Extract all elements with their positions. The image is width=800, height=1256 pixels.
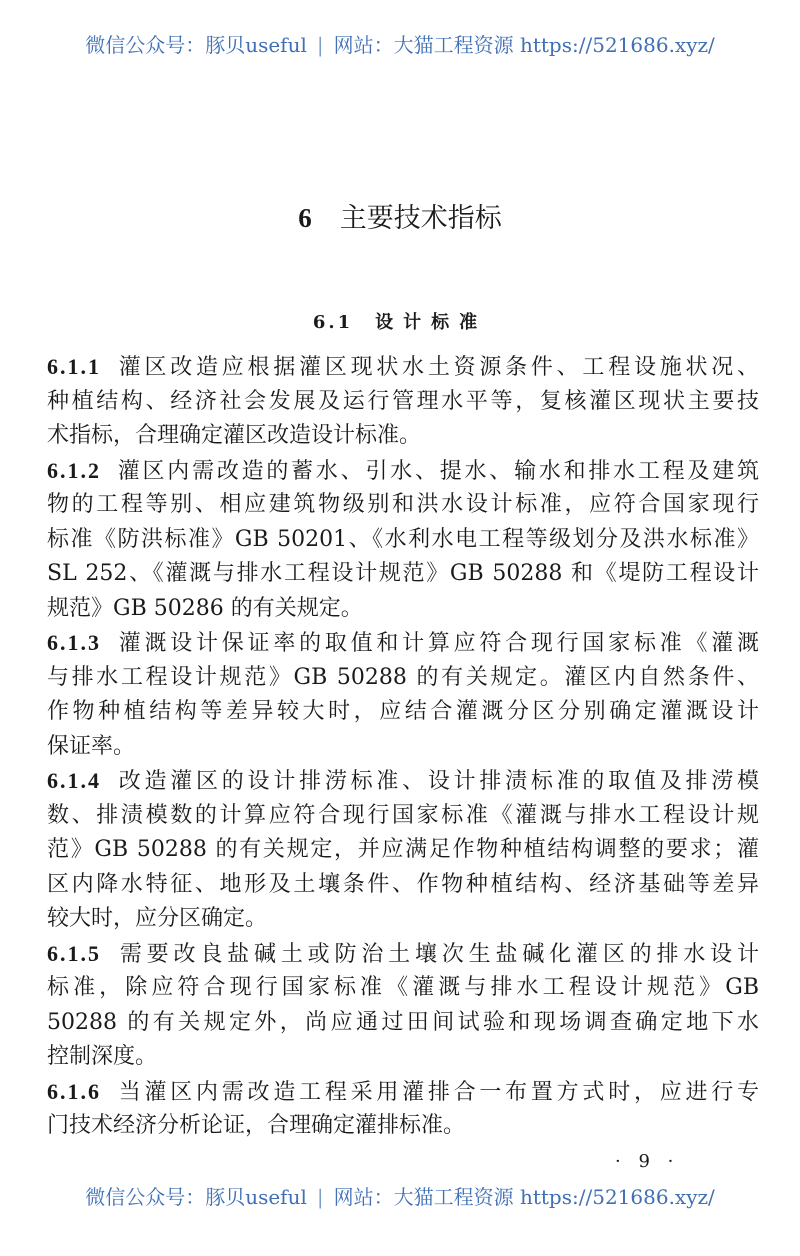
- clause-text: 改造灌区的设计排涝标准、设计排渍标准的取值及排涝模: [115, 769, 759, 794]
- clause-text: 作物种植结构等差异较大时，应结合灌溉分区分别确定灌溉设计: [47, 699, 759, 724]
- clause-text: 50288 的有关规定外，尚应通过田间试验和现场调查确定地下水: [47, 1009, 759, 1035]
- clause-text: 控制深度。: [47, 1044, 158, 1069]
- text-line: [47, 419, 759, 454]
- clause-number: 6.1.2: [47, 457, 101, 483]
- text-line: [47, 1075, 759, 1110]
- watermark-header: [0, 32, 800, 58]
- text-line: [47, 592, 759, 627]
- section-title: [0, 310, 800, 336]
- watermark-wechat: 微信公众号：豚贝useful: [85, 33, 307, 57]
- text-line: [47, 764, 759, 799]
- clause-text: 较大时，应分区确定。: [47, 906, 268, 931]
- clause-text: 范》GB 50288 的有关规定，并应满足作物种植结构调整的要求；灌: [47, 837, 759, 862]
- clause-6-1-6: [47, 1075, 759, 1144]
- clause-text: 规范》GB 50286 的有关规定。: [47, 595, 363, 621]
- clause-text: 灌区改造应根据灌区现状水土资源条件、工程设施状况、: [115, 355, 759, 380]
- section-number: 6.1: [312, 312, 354, 333]
- clause-text: 灌溉设计保证率的取值和计算应符合现行国家标准《灌溉: [115, 631, 759, 656]
- clause-text: 种植结构、经济社会发展及运行管理水平等，复核灌区现状主要技: [47, 388, 759, 414]
- text-line: [47, 902, 759, 937]
- text-line: [47, 385, 759, 420]
- text-line: [47, 730, 759, 765]
- clause-6-1-5: [47, 937, 759, 1075]
- watermark-footer: [0, 1184, 800, 1210]
- text-line: [47, 557, 759, 592]
- text-line: [47, 833, 759, 868]
- text-line: [47, 454, 759, 489]
- text-line: [47, 799, 759, 834]
- clause-text: SL 252、《灌溉与排水工程设计规范》GB 50288 和《堤防工程设计: [47, 561, 759, 586]
- chapter-number: 6: [298, 203, 312, 233]
- text-line: [47, 937, 759, 972]
- clause-number: 6.1.3: [47, 630, 101, 655]
- clause-number: 6.1.4: [47, 768, 101, 793]
- clause-number: 6.1.5: [47, 940, 101, 966]
- watermark-separator: |: [316, 33, 324, 57]
- text-line: [47, 488, 759, 523]
- watermark-website: 网站：大猫工程资源 https://521686.xyz/: [333, 33, 715, 57]
- watermark-separator: |: [316, 1185, 324, 1209]
- text-line: [47, 695, 759, 730]
- text-line: [47, 661, 759, 696]
- clause-6-1-1: [47, 350, 759, 454]
- text-line: [47, 868, 759, 903]
- page-number: · 9 ·: [615, 1151, 680, 1172]
- text-line: [47, 626, 759, 661]
- clause-text: 门技术经济分析论证，合理确定灌排标准。: [47, 1113, 466, 1138]
- clause-number: 6.1.6: [47, 1078, 101, 1104]
- clause-text: 当灌区内需改造工程采用灌排合一布置方式时，应进行专: [115, 1079, 759, 1105]
- section-heading: 设计标准: [375, 312, 488, 333]
- watermark-wechat: 微信公众号：豚贝useful: [85, 1185, 307, 1209]
- chapter-heading: 主要技术指标: [339, 203, 502, 234]
- clause-text: 物的工程等别、相应建筑物级别和洪水设计标准，应符合国家现行: [47, 492, 759, 517]
- clause-6-1-2: [47, 454, 759, 627]
- chapter-title: [0, 200, 800, 237]
- clause-text: 数、排渍模数的计算应符合现行国家标准《灌溉与排水工程设计规: [47, 802, 759, 828]
- clause-number: 6.1.1: [47, 354, 101, 379]
- clause-text: 标准，除应符合现行国家标准《灌溉与排水工程设计规范》GB: [47, 975, 759, 1000]
- clause-text: 灌区内需改造的蓄水、引水、提水、输水和排水工程及建筑: [115, 458, 759, 484]
- clause-text: 术指标，合理确定灌区改造设计标准。: [47, 423, 422, 448]
- text-line: [47, 971, 759, 1006]
- clause-text: 需要改良盐碱土或防治土壤次生盐碱化灌区的排水设计: [115, 941, 759, 967]
- clause-text: 标准《防洪标准》GB 50201、《水利水电工程等级划分及洪水标准》: [47, 526, 759, 552]
- clause-6-1-4: [47, 764, 759, 937]
- clause-text: 保证率。: [47, 733, 136, 759]
- document-body: [47, 350, 759, 1144]
- text-line: [47, 1040, 759, 1075]
- text-line: [47, 1006, 759, 1041]
- clause-text: 区内降水特征、地形及土壤条件、作物种植结构、经济基础等差异: [47, 871, 759, 897]
- watermark-website: 网站：大猫工程资源 https://521686.xyz/: [333, 1185, 715, 1209]
- text-line: [47, 523, 759, 558]
- clause-6-1-3: [47, 626, 759, 764]
- clause-text: 与排水工程设计规范》GB 50288 的有关规定。灌区内自然条件、: [47, 664, 759, 690]
- text-line: [47, 350, 759, 385]
- text-line: [47, 1109, 759, 1144]
